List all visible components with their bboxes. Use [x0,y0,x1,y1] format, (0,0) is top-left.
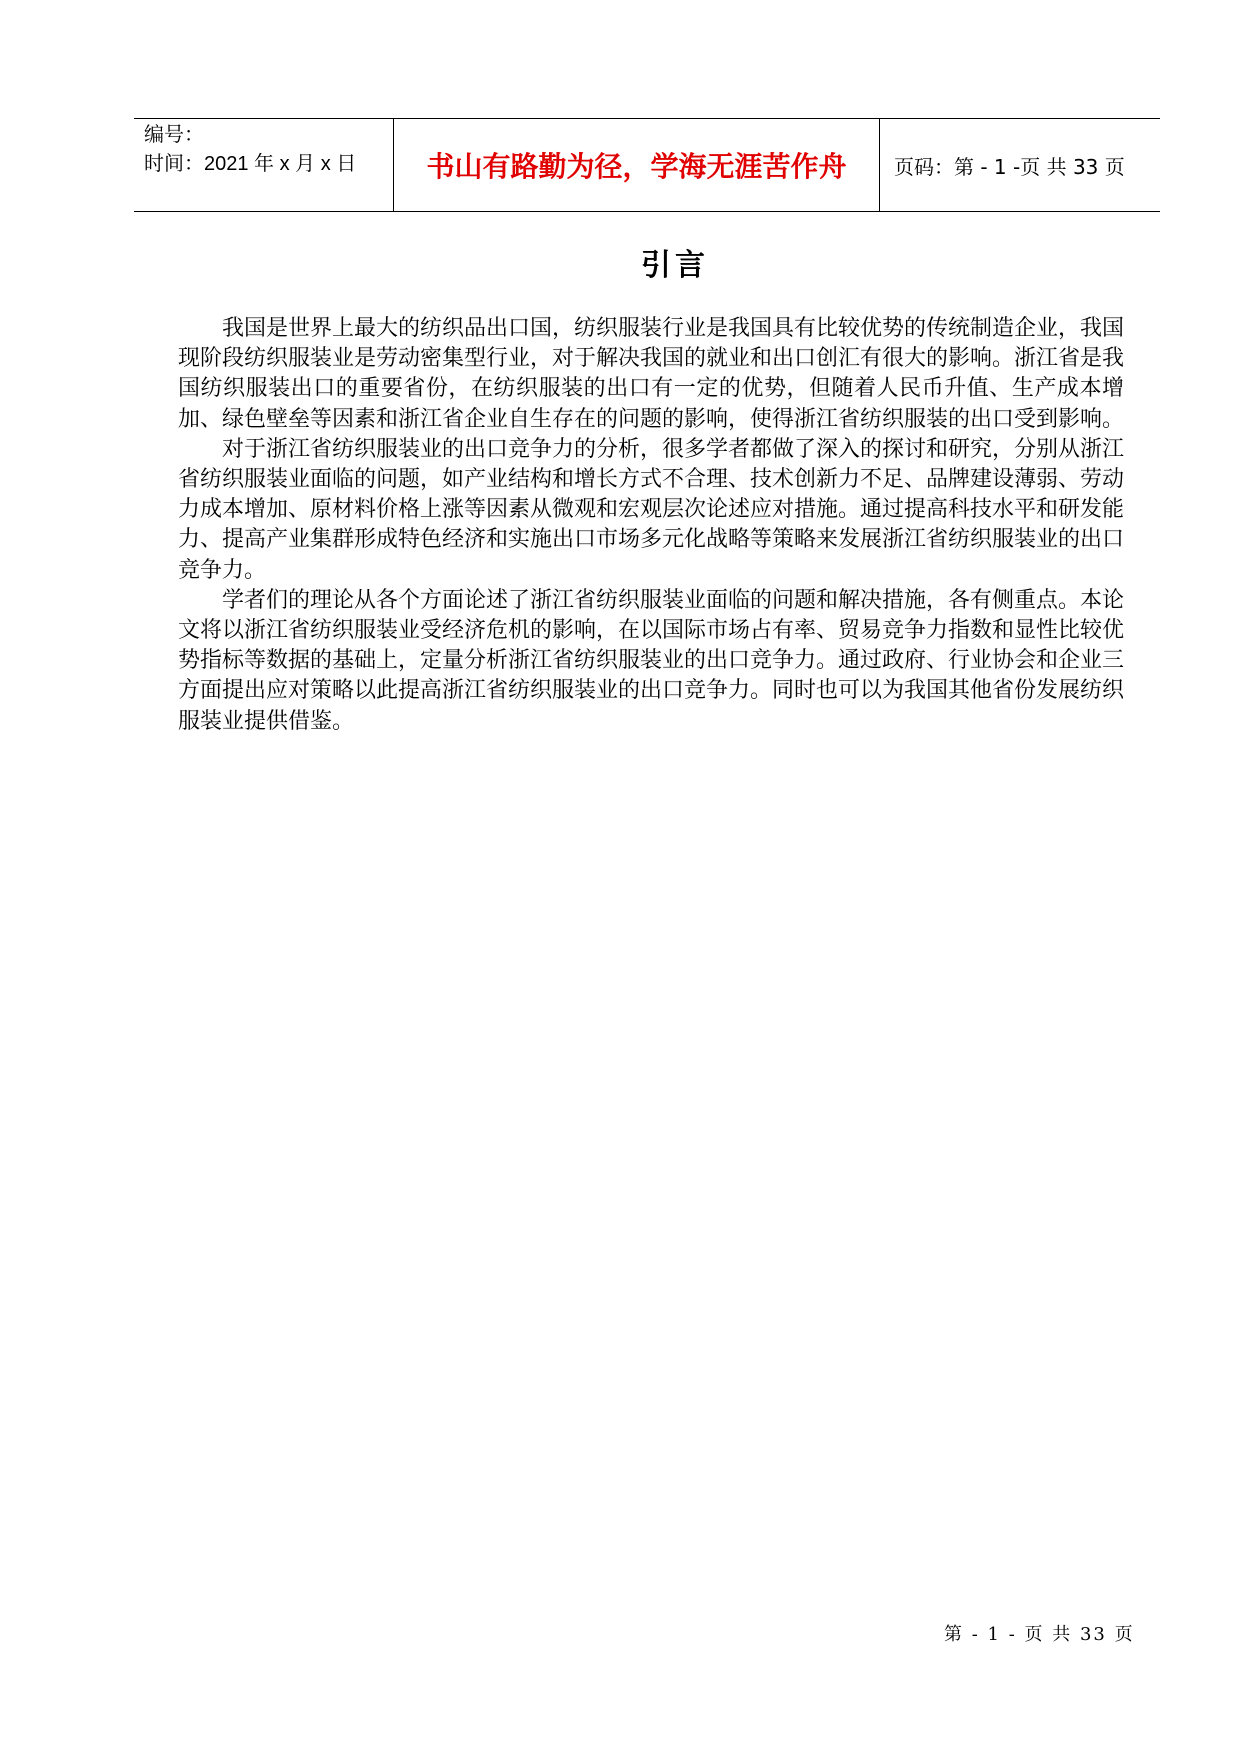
paragraph: 我国是世界上最大的纺织品出口国，纺织服装行业是我国具有比较优势的传统制造企业，我国现阶段纺织服装业是劳动密集型行业，对于解决我国的就业和出口创汇有很大的影响。浙江省是我国纺织服装出口的重要省份，在纺织服装的出口有一定的优势，但随着人民币升值、生产成本增加、绿色壁垒等因素和浙江省企业自生存在的问题的影响，使得浙江省纺织服装的出口受到影响。 [178,316,1125,432]
header-page-info: 页码：第 - 1 -页 共 33 页 [894,154,1125,179]
header-meta [134,119,394,211]
paragraph: 对于浙江省纺织服装业的出口竞争力的分析，很多学者都做了深入的探讨和研究，分别从浙江省纺织服装业面临的问题，如产业结构和增长方式不合理、技术创新力不足、品牌建设薄弱、劳动力成本增加、原材料价格上涨等因素从微观和宏观层次论述应对措施。通过提高科技水平和研发能力、提高产业集群形成特色经济和实施出口市场多元化战略等策略来发展浙江省纺织服装业的出口竞争力。 [178,436,1125,583]
paragraph: 学者们的理论从各个方面论述了浙江省纺织服装业面临的问题和解决措施，各有侧重点。本论文将以浙江省纺织服装业受经济危机的影响，在以国际市场占有率、贸易竞争力指数和显性比较优势指标等数据的基础上，定量分析浙江省纺织服装业的出口竞争力。通过政府、行业协会和企业三方面提出应对策略以此提高浙江省纺织服装业的出口竞争力。同时也可以为我国其他省份发展纺织服装业提供借鉴。 [178,587,1125,734]
document-header [134,118,1160,212]
footer-page-info: 第 - 1 - 页 共 33 页 [944,1624,1135,1645]
document-title: 引言 [641,248,709,283]
document-body [178,314,1124,737]
header-time-label: 时间：2021 年 x 月 x 日 [144,153,357,175]
header-motto: 书山有路勤为径，学海无涯苦作舟 [394,119,880,211]
header-number-label: 编号： [144,124,204,146]
